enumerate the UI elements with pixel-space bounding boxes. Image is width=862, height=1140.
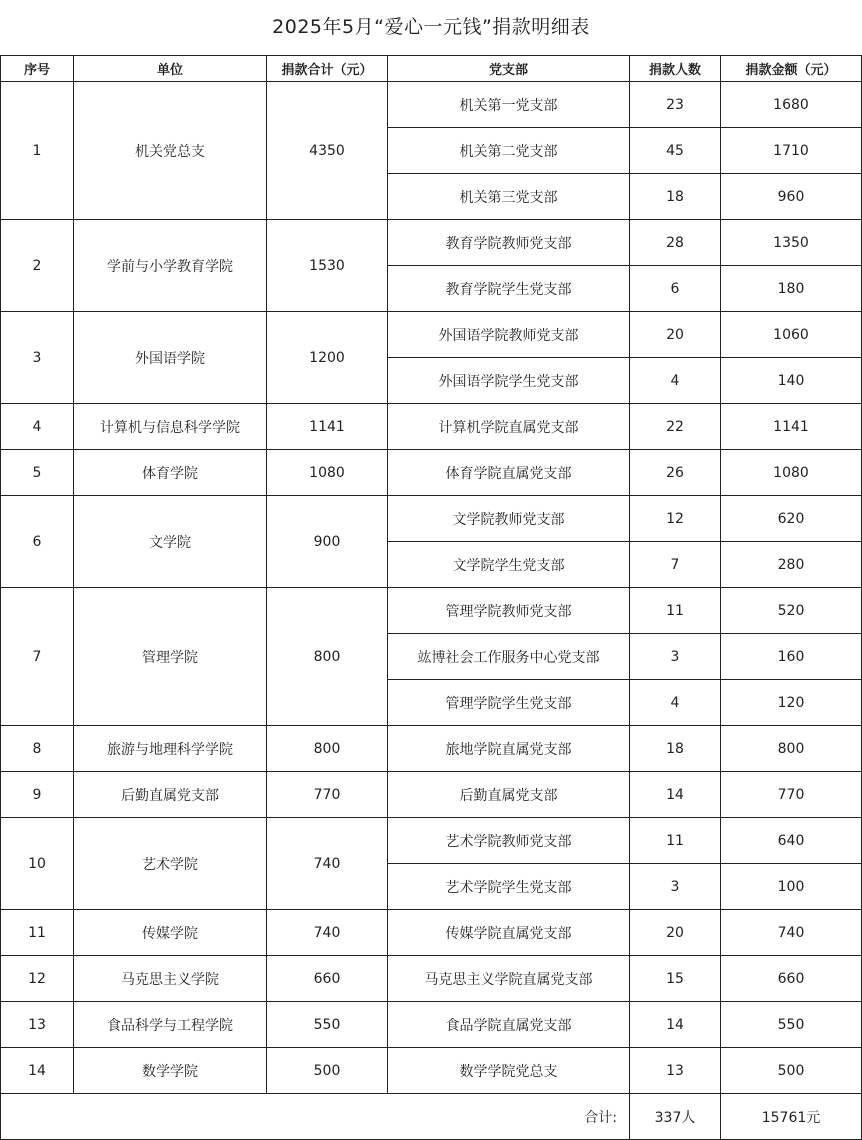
cell-people: 6 [630,266,721,312]
cell-index: 4 [1,404,74,450]
table-row [1,772,862,818]
summary-row [1,1094,862,1140]
cell-unit-total: 1530 [267,220,388,312]
cell-people: 7 [630,542,721,588]
table-row [1,1002,862,1048]
cell-amount: 180 [721,266,862,312]
cell-branch: 机关第三党支部 [388,174,630,220]
cell-amount: 1350 [721,220,862,266]
cell-index: 12 [1,956,74,1002]
cell-people: 3 [630,864,721,910]
table-row [1,1048,862,1094]
cell-people: 14 [630,772,721,818]
cell-people: 14 [630,1002,721,1048]
cell-branch: 食品学院直属党支部 [388,1002,630,1048]
cell-branch: 艺术学院学生党支部 [388,864,630,910]
cell-unit-total: 500 [267,1048,388,1094]
cell-index: 10 [1,818,74,910]
cell-amount: 620 [721,496,862,542]
table-row [1,910,862,956]
cell-unit: 文学院 [74,496,267,588]
cell-people: 18 [630,726,721,772]
cell-amount: 1080 [721,450,862,496]
cell-index: 1 [1,82,74,220]
cell-unit: 马克思主义学院 [74,956,267,1002]
cell-branch: 外国语学院教师党支部 [388,312,630,358]
cell-unit-total: 550 [267,1002,388,1048]
cell-people: 11 [630,588,721,634]
cell-branch: 马克思主义学院直属党支部 [388,956,630,1002]
cell-branch: 机关第二党支部 [388,128,630,174]
table-body [1,82,862,1094]
cell-index: 13 [1,1002,74,1048]
cell-unit-total: 1200 [267,312,388,404]
cell-amount: 800 [721,726,862,772]
cell-amount: 1060 [721,312,862,358]
cell-people: 4 [630,680,721,726]
table-row [1,82,862,128]
cell-people: 13 [630,1048,721,1094]
cell-amount: 140 [721,358,862,404]
cell-index: 7 [1,588,74,726]
table-row [1,220,862,266]
cell-people: 11 [630,818,721,864]
cell-branch: 管理学院教师党支部 [388,588,630,634]
header-branch: 党支部 [388,56,630,82]
cell-people: 12 [630,496,721,542]
cell-index: 9 [1,772,74,818]
table-row [1,956,862,1002]
header-row [1,56,862,82]
cell-amount: 1680 [721,82,862,128]
cell-amount: 640 [721,818,862,864]
cell-people: 22 [630,404,721,450]
cell-index: 8 [1,726,74,772]
cell-amount: 280 [721,542,862,588]
page-title: 2025年5月“爱心一元钱”捐款明细表 [272,16,590,38]
cell-unit-total: 660 [267,956,388,1002]
cell-people: 23 [630,82,721,128]
cell-unit-total: 900 [267,496,388,588]
cell-people: 18 [630,174,721,220]
cell-amount: 770 [721,772,862,818]
cell-unit-total: 770 [267,772,388,818]
cell-unit: 机关党总支 [74,82,267,220]
summary-people: 337人 [630,1094,721,1140]
cell-people: 20 [630,312,721,358]
cell-unit: 体育学院 [74,450,267,496]
cell-branch: 后勤直属党支部 [388,772,630,818]
cell-amount: 160 [721,634,862,680]
cell-people: 45 [630,128,721,174]
cell-unit-total: 1141 [267,404,388,450]
cell-index: 11 [1,910,74,956]
cell-index: 5 [1,450,74,496]
cell-people: 28 [630,220,721,266]
cell-people: 15 [630,956,721,1002]
cell-branch: 机关第一党支部 [388,82,630,128]
cell-people: 26 [630,450,721,496]
header-amount: 捐款金额（元） [721,56,862,82]
cell-amount: 550 [721,1002,862,1048]
cell-amount: 120 [721,680,862,726]
cell-unit: 传媒学院 [74,910,267,956]
cell-amount: 740 [721,910,862,956]
cell-branch: 外国语学院学生党支部 [388,358,630,404]
cell-branch: 数学学院党总支 [388,1048,630,1094]
table-row [1,818,862,864]
cell-unit-total: 740 [267,910,388,956]
cell-branch: 竑博社会工作服务中心党支部 [388,634,630,680]
cell-branch: 文学院教师党支部 [388,496,630,542]
donation-table [0,55,862,1140]
header-people: 捐款人数 [630,56,721,82]
cell-unit-total: 800 [267,588,388,726]
header-index: 序号 [1,56,74,82]
cell-branch: 教育学院学生党支部 [388,266,630,312]
cell-amount: 520 [721,588,862,634]
cell-unit: 学前与小学教育学院 [74,220,267,312]
cell-branch: 艺术学院教师党支部 [388,818,630,864]
summary-label: 合计: [1,1094,630,1140]
table-row [1,496,862,542]
cell-branch: 管理学院学生党支部 [388,680,630,726]
cell-branch: 传媒学院直属党支部 [388,910,630,956]
cell-index: 6 [1,496,74,588]
table-row [1,404,862,450]
cell-branch: 旅地学院直属党支部 [388,726,630,772]
cell-amount: 960 [721,174,862,220]
cell-unit: 外国语学院 [74,312,267,404]
cell-branch: 文学院学生党支部 [388,542,630,588]
cell-branch: 体育学院直属党支部 [388,450,630,496]
cell-unit-total: 740 [267,818,388,910]
cell-people: 4 [630,358,721,404]
cell-amount: 500 [721,1048,862,1094]
cell-amount: 1141 [721,404,862,450]
cell-amount: 1710 [721,128,862,174]
cell-index: 14 [1,1048,74,1094]
header-unit-total: 捐款合计（元） [267,56,388,82]
cell-branch: 计算机学院直属党支部 [388,404,630,450]
table-row [1,588,862,634]
cell-unit: 计算机与信息科学学院 [74,404,267,450]
cell-amount: 660 [721,956,862,1002]
cell-unit: 后勤直属党支部 [74,772,267,818]
summary-amount: 15761元 [721,1094,862,1140]
cell-people: 3 [630,634,721,680]
cell-index: 2 [1,220,74,312]
cell-branch: 教育学院教师党支部 [388,220,630,266]
cell-unit-total: 800 [267,726,388,772]
cell-unit: 旅游与地理科学学院 [74,726,267,772]
table-row [1,450,862,496]
cell-unit: 食品科学与工程学院 [74,1002,267,1048]
cell-unit: 艺术学院 [74,818,267,910]
cell-amount: 100 [721,864,862,910]
cell-people: 20 [630,910,721,956]
cell-unit-total: 4350 [267,82,388,220]
header-unit: 单位 [74,56,267,82]
table-row [1,726,862,772]
cell-unit: 管理学院 [74,588,267,726]
cell-index: 3 [1,312,74,404]
cell-unit-total: 1080 [267,450,388,496]
cell-unit: 数学学院 [74,1048,267,1094]
table-row [1,312,862,358]
